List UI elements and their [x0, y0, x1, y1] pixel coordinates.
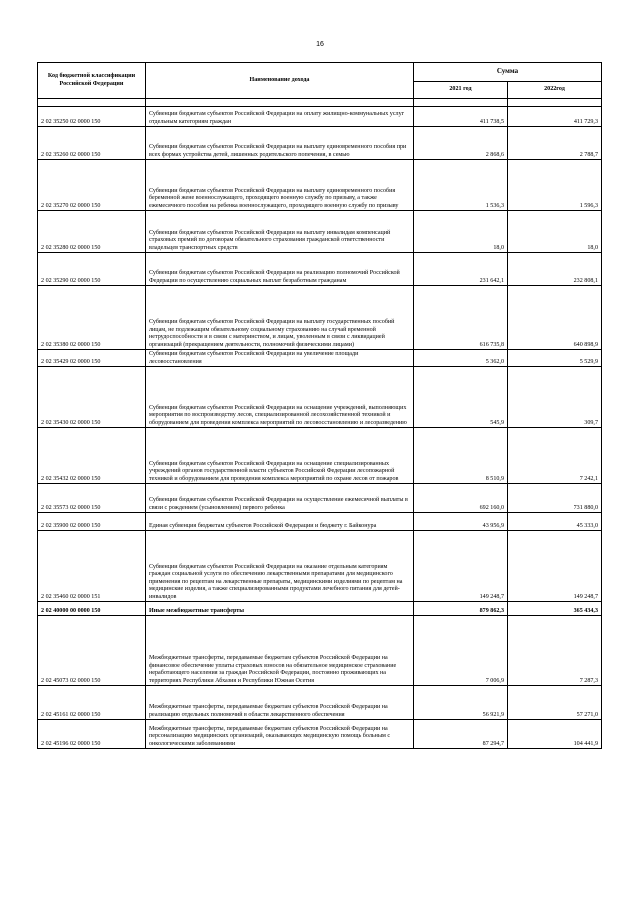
row-name: Межбюджетные трансферты, передаваемые бюджетам субъектов Российской Федерации на персонализацию медицинских организаций, оказывающих медицинскую помощь больным с онкологическими заболеваниями: [146, 720, 414, 749]
row-code: 2 02 35260 02 0000 150: [38, 127, 146, 160]
page-number: 16: [316, 41, 324, 48]
row-amount-2022: 5 529,9: [508, 350, 602, 367]
row-code: 2 02 35460 02 0000 151: [38, 531, 146, 602]
row-amount-2021: 18,0: [414, 211, 508, 253]
row-name: Единая субвенция бюджетам субъектов Российской Федерации и бюджету г. Байконура: [146, 513, 414, 531]
table-body: [38, 107, 602, 749]
row-amount-2021: 616 735,8: [414, 286, 508, 350]
row-name: Субвенции бюджетам субъектов Российской Федерации на выплату государственных пособий лицам, не подлежащим обязательному социальному страхованию на случай временной нетрудоспособности и в связи с материнством, и лицам, уволенным в связи с ликвидацией организаций (прекращением деятельности, полномочий физическими лицами): [146, 286, 414, 350]
row-amount-2021: 1 536,3: [414, 160, 508, 211]
row-amount-2021: 545,9: [414, 367, 508, 428]
row-code: 2 02 40000 00 0000 150: [38, 602, 146, 616]
row-amount-2021: 149 248,7: [414, 531, 508, 602]
table-row: [38, 616, 602, 686]
row-name: Субвенции бюджетам субъектов Российской Федерации на осуществление ежемесячной выплаты в связи с рождением (усыновлением) первого ребенка: [146, 484, 414, 513]
row-amount-2022: 411 729,3: [508, 107, 602, 127]
row-name: Субвенции бюджетам субъектов Российской Федерации на выплату инвалидам компенсаций страховых премий по договорам обязательного страхования гражданской ответственности владельцев транспортных средств: [146, 211, 414, 253]
row-amount-2021: 231 642,1: [414, 253, 508, 286]
row-code: 2 02 35270 02 0000 150: [38, 160, 146, 211]
row-code: 2 02 45196 02 0000 150: [38, 720, 146, 749]
row-name: Иные межбюджетные трансферты: [146, 602, 414, 616]
row-amount-2022: 2 788,7: [508, 127, 602, 160]
row-code: 2 02 35290 02 0000 150: [38, 253, 146, 286]
table-row: [38, 602, 602, 616]
row-name: Субвенции бюджетам субъектов Российской Федерации на выплату единовременного пособия при всех формах устройства детей, лишенных родительского попечения, в семью: [146, 127, 414, 160]
row-amount-2021: 8 510,9: [414, 428, 508, 484]
header-name: Наименование дохода: [146, 63, 414, 99]
row-name: Субвенции бюджетам субъектов Российской Федерации на оплату жилищно-коммунальных услуг отдельным категориям граждан: [146, 107, 414, 127]
row-name: Субвенции бюджетам субъектов Российской Федерации на реализацию полномочий Российской Федерации по осуществлению социальных выплат безработным гражданам: [146, 253, 414, 286]
table-row: [38, 160, 602, 211]
table-row: [38, 428, 602, 484]
row-amount-2022: 232 808,1: [508, 253, 602, 286]
table-row: [38, 211, 602, 253]
table-row: [38, 367, 602, 428]
row-code: 2 02 45161 02 0000 150: [38, 686, 146, 720]
table-row: [38, 686, 602, 720]
header-sum: Сумма: [414, 63, 602, 82]
row-name: Субвенции бюджетам субъектов Российской Федерации на оснащение специализированных учреждений органов государственной власти субъектов Российской Федерации лесопожарной техникой и оборудованием для проведения комплекса мероприятий по охране лесов от пожаров: [146, 428, 414, 484]
table-row: [38, 531, 602, 602]
row-code: 2 02 35432 02 0000 150: [38, 428, 146, 484]
row-amount-2022: 731 880,0: [508, 484, 602, 513]
row-amount-2022: 57 271,0: [508, 686, 602, 720]
row-amount-2022: 309,7: [508, 367, 602, 428]
row-amount-2022: 18,0: [508, 211, 602, 253]
table-row: [38, 127, 602, 160]
header-year-2021: 2021 год: [414, 82, 508, 99]
row-name: Межбюджетные трансферты, передаваемые бюджетам субъектов Российской Федерации на финансовое обеспечение уплаты страховых взносов на обязательное медицинское страхование неработающего населения за граждан Российской Федерации, постоянно проживающих на территориях Республики Абхазия и Республики Южная Осетия: [146, 616, 414, 686]
spacer-row: [38, 99, 602, 107]
row-name: Субвенции бюджетам субъектов Российской Федерации на выплату единовременного пособия беременной жене военнослужащего, проходящего военную службу по призыву, а также ежемесячного пособия на ребенка военнослужащего, проходящего военную службу по призыву: [146, 160, 414, 211]
row-amount-2022: 7 242,1: [508, 428, 602, 484]
row-code: 2 02 35573 02 0000 150: [38, 484, 146, 513]
table-row: [38, 513, 602, 531]
budget-income-table: [37, 62, 602, 749]
row-amount-2021: 2 868,6: [414, 127, 508, 160]
row-amount-2021: 7 006,9: [414, 616, 508, 686]
row-code: 2 02 35380 02 0000 150: [38, 286, 146, 350]
table-row: [38, 253, 602, 286]
row-amount-2022: 149 248,7: [508, 531, 602, 602]
table-row: [38, 720, 602, 749]
table-row: [38, 107, 602, 127]
row-amount-2022: 1 596,3: [508, 160, 602, 211]
row-amount-2022: 45 333,0: [508, 513, 602, 531]
header-code: Код бюджетной классификации Российской Федерации: [38, 63, 146, 99]
row-name: Межбюджетные трансферты, передаваемые бюджетам субъектов Российской Федерации на реализацию отдельных полномочий в области лекарственного обеспечения: [146, 686, 414, 720]
header-year-2022: 2022год: [508, 82, 602, 99]
row-amount-2021: 692 160,0: [414, 484, 508, 513]
row-amount-2021: 56 921,9: [414, 686, 508, 720]
row-amount-2021: 411 738,5: [414, 107, 508, 127]
table-row: [38, 286, 602, 350]
row-amount-2021: 879 862,3: [414, 602, 508, 616]
row-amount-2021: 5 362,0: [414, 350, 508, 367]
row-amount-2022: 7 287,3: [508, 616, 602, 686]
row-amount-2021: 43 956,9: [414, 513, 508, 531]
row-amount-2022: 365 434,3: [508, 602, 602, 616]
table-row: [38, 350, 602, 367]
row-amount-2022: 640 898,9: [508, 286, 602, 350]
row-code: 2 02 35280 02 0000 150: [38, 211, 146, 253]
row-code: 2 02 35430 02 0000 150: [38, 367, 146, 428]
row-amount-2022: 104 441,9: [508, 720, 602, 749]
row-amount-2021: 87 294,7: [414, 720, 508, 749]
row-name: Субвенции бюджетам субъектов Российской Федерации на оснащение учреждений, выполняющих мероприятия по воспроизводству лесов, специализированной лесохозяйственной техникой и оборудованием для проведения комплекса мероприятий по лесовосстановлению и лесоразведению: [146, 367, 414, 428]
row-code: 2 02 45073 02 0000 150: [38, 616, 146, 686]
row-code: 2 02 35900 02 0000 150: [38, 513, 146, 531]
table-row: [38, 484, 602, 513]
row-code: 2 02 35429 02 0000 150: [38, 350, 146, 367]
row-name: Субвенции бюджетам субъектов Российской Федерации на увеличение площади лесовосстановления: [146, 350, 414, 367]
row-code: 2 02 35250 02 0000 150: [38, 107, 146, 127]
row-name: Субвенции бюджетам субъектов Российской Федерации на оказание отдельным категориям граждан социальной услуги по обеспечению лекарственными препаратами для медицинского применения по рецептам на лекарственные препараты, медицинскими изделиями по рецептам на медицинские изделия, а также специализированными продуктами лечебного питания для детей-инвалидов: [146, 531, 414, 602]
